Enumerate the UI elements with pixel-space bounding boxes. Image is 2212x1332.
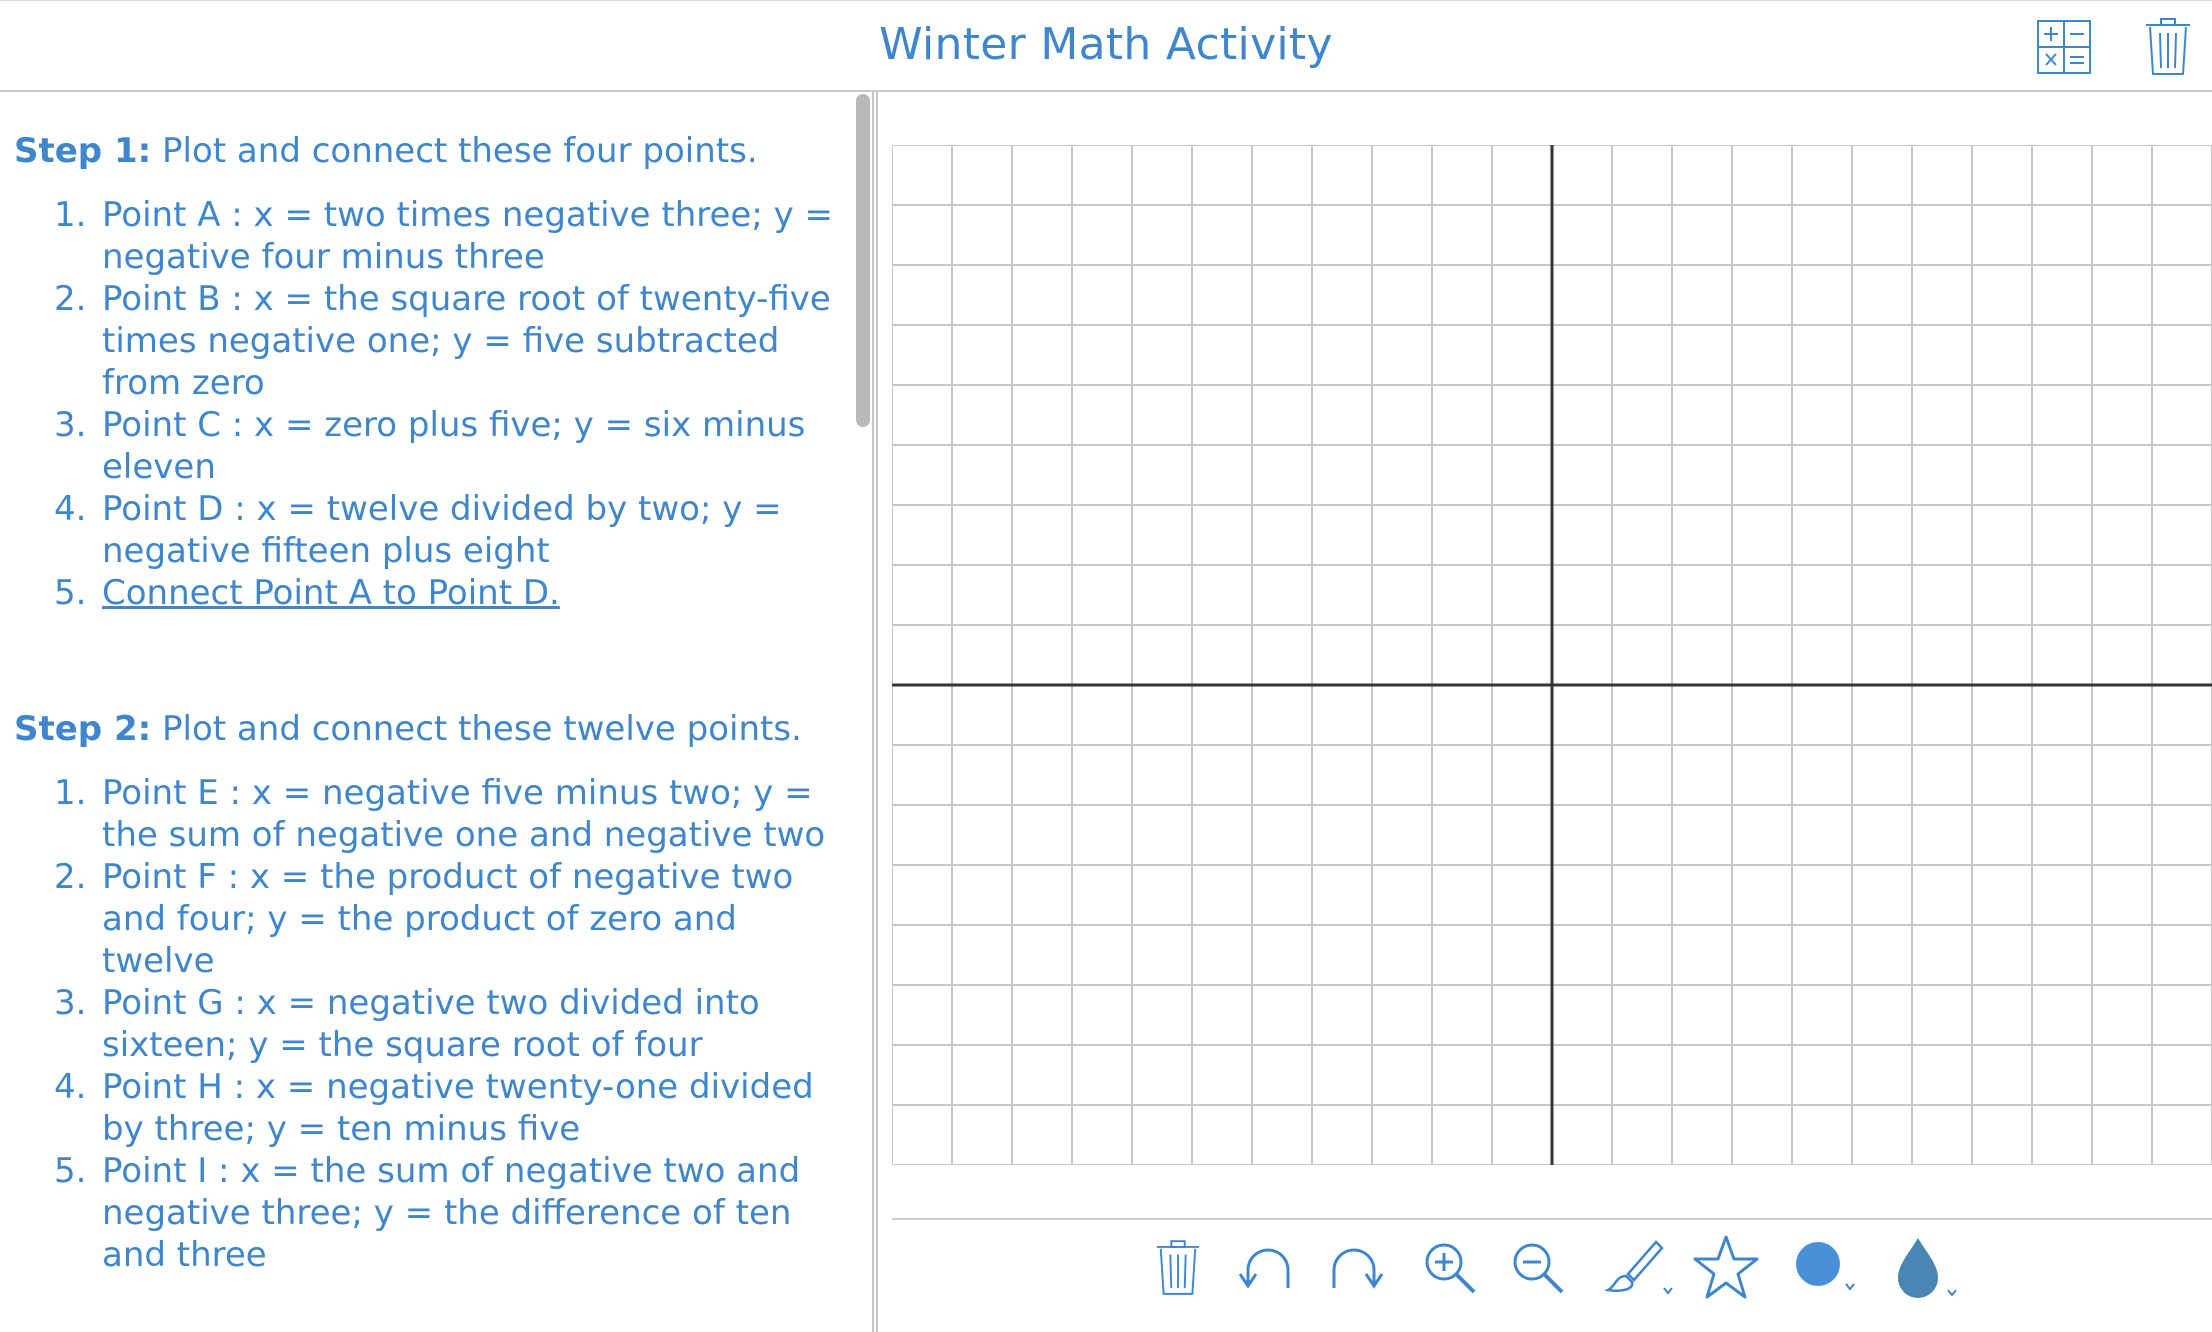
- instructions-panel[interactable]: [0, 92, 868, 1332]
- redo-icon: [1322, 1244, 1386, 1292]
- zoom-out-icon: [1510, 1240, 1566, 1296]
- zoom-in-button[interactable]: [1410, 1228, 1490, 1308]
- step-1-label: Step 1:: [14, 131, 152, 171]
- clear-drawing-button[interactable]: [1138, 1228, 1218, 1308]
- circle-icon: [1792, 1238, 1864, 1298]
- app-header: [0, 0, 2212, 92]
- step-1-text: Plot and connect these four points.: [151, 131, 758, 171]
- list-item: Point E : x = negative five minus two; y = the sum of negative one and negative two: [102, 773, 826, 855]
- list-item: Point G : x = negative two divided into sixteen; y = the square root of four: [102, 983, 760, 1065]
- list-item: Point A : x = two times negative three; y = negative four minus three: [102, 195, 833, 277]
- page-title: Winter Math Activity: [879, 19, 1333, 70]
- step-2-list: [102, 772, 854, 1276]
- list-item: Point C : x = zero plus five; y = six minus eleven: [102, 405, 806, 487]
- instructions-scrollbar-thumb[interactable]: [856, 94, 870, 427]
- connect-a-to-d-link[interactable]: Connect Point A to Point D.: [102, 573, 560, 613]
- toolbar-divider: [892, 1218, 2212, 1220]
- trash-icon: [2144, 17, 2192, 77]
- panel-divider[interactable]: [872, 92, 878, 1332]
- step-1-heading: [14, 130, 854, 172]
- redo-button[interactable]: [1314, 1228, 1394, 1308]
- drop-icon: [1892, 1234, 1964, 1302]
- drawing-toolbar: [0, 1228, 2212, 1308]
- instructions-content: [14, 130, 854, 1276]
- star-tool-button[interactable]: [1686, 1228, 1766, 1308]
- clear-all-button[interactable]: [2138, 17, 2198, 77]
- grid-canvas[interactable]: [892, 145, 2212, 1165]
- undo-icon: [1236, 1244, 1300, 1292]
- step-2-text: Plot and connect these twelve points.: [151, 709, 802, 749]
- brush-icon: [1602, 1238, 1678, 1298]
- dot-color-button[interactable]: [1788, 1228, 1868, 1308]
- list-item: Point B : x = the square root of twenty-five times negative one; y = five subtracted from zero: [102, 279, 831, 403]
- trash-icon: [1155, 1239, 1201, 1297]
- calculator-button[interactable]: [2034, 17, 2094, 77]
- line-color-button[interactable]: [1888, 1228, 1968, 1308]
- star-icon: [1691, 1234, 1761, 1302]
- step-2-heading: [14, 708, 854, 750]
- zoom-in-icon: [1422, 1240, 1478, 1296]
- brush-tool-button[interactable]: [1600, 1228, 1680, 1308]
- step-1-list: [102, 194, 854, 614]
- calculator-icon: [2036, 19, 2092, 75]
- list-item: Point H : x = negative twenty-one divided by three; y = ten minus five: [102, 1067, 814, 1149]
- list-item: Point D : x = twelve divided by two; y = negative fifteen plus eight: [102, 489, 782, 571]
- list-item: Point I : x = the sum of negative two and negative three; y = the difference of ten and three: [102, 1151, 801, 1275]
- step-2-label: Step 2:: [14, 709, 152, 749]
- undo-button[interactable]: [1228, 1228, 1308, 1308]
- zoom-out-button[interactable]: [1498, 1228, 1578, 1308]
- list-item: [102, 572, 854, 614]
- coordinate-grid[interactable]: [892, 145, 2212, 1165]
- list-item: Point F : x = the product of negative two and four; y = the product of zero and twelve: [102, 857, 794, 981]
